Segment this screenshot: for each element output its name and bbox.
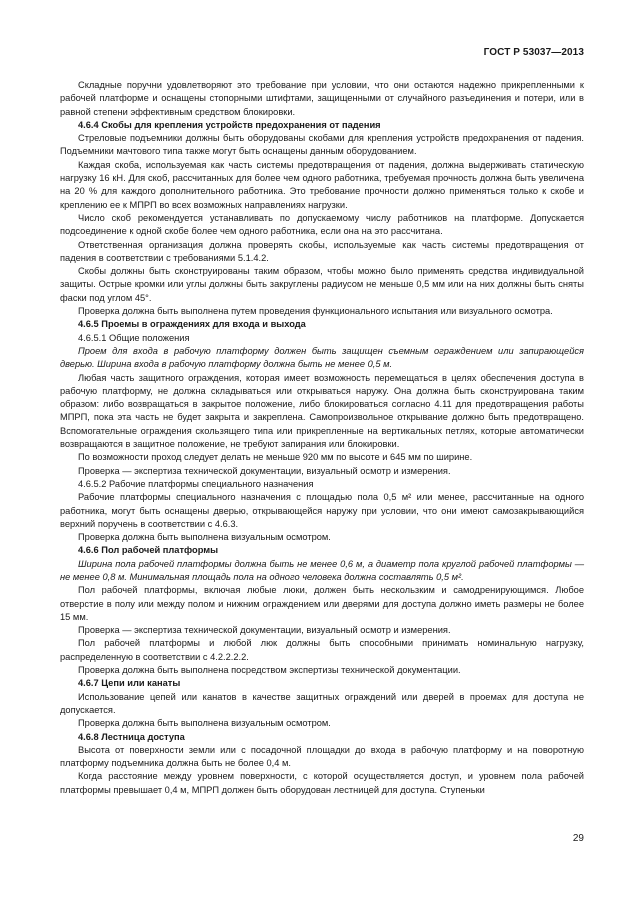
paragraph: Любая часть защитного ограждения, которая имеет возможность перемещаться в целях обеспечения доступа в рабочую платформу, не должна складываться или открываться наружу. Она должна быть сконструирована таким образом: либо возвращаться в закрытое положение, либо блокироваться согласно 4.11 для предотвращения работы МПРП, пока эта часть не будет закрыта и закреплена. Самопроизвольное открывание должно быть предотвращено. Вспомогательные ограждения скользящего типа или прикрепленные на вертикальных петлях, которые автоматически возвращаются в защитное положение, не требуют запирания или блокировки. xyxy=(60,372,584,450)
paragraph: Когда расстояние между уровнем поверхности, с которой осуществляется доступ, и уровнем пола рабочей платформы превышает 0,4 м, МПРП должен быть оборудован лестницей для доступа. Ступеньки xyxy=(60,771,584,795)
paragraph: Проверка — экспертиза технической документации, визуальный осмотр и измерения. xyxy=(78,465,451,476)
section-heading: 4.6.4 Скобы для крепления устройств предохранения от падения xyxy=(78,119,381,130)
section-heading: 4.6.7 Цепи или канаты xyxy=(78,678,181,689)
paragraph: Проверка должна быть выполнена визуальным осмотром. xyxy=(78,718,331,729)
paragraph: По возможности проход следует делать не меньше 920 мм по высоте и 645 мм по ширине. xyxy=(78,452,473,463)
paragraph: Число скоб рекомендуется устанавливать по допускаемому числу работников на платформе. Допускается подсоединение к одной скобе более чем одного работника, если она на это рассчитана. xyxy=(60,212,584,237)
paragraph: Каждая скоба, используемая как часть системы предотвращения от падения, должна выдерживать статическую нагрузку 16 кН. Для скоб, рассчитанных для более чем одного работника, требуемая прочность должна быть увеличена на 20 % для каждого дополнительного работника. Это требование прочности должно применяться только к скобе и креплению ее к МПРП во всех возможных направлениях нагрузки. xyxy=(60,159,584,210)
paragraph: Высота от поверхности земли или с посадочной площадки до входа в рабочую платформу и на поворотную платформу подъемника должна быть не более 0,4 м. xyxy=(60,744,584,769)
paragraph: Ширина пола рабочей платформы должна быть не менее 0,6 м, а диаметр пола круглой рабочей платформы — не менее 0,8 м. Минимальная площадь пола на одного человека должна составлять 0,5 м². xyxy=(60,558,584,582)
paragraph: Проверка — экспертиза технической документации, визуальный осмотр и измерения. xyxy=(78,625,451,636)
page-body xyxy=(60,79,584,797)
paragraph: Проверка должна быть выполнена посредством экспертизы технической документации. xyxy=(78,665,461,676)
paragraph: Проверка должна быть выполнена визуальным осмотром. xyxy=(78,532,331,543)
paragraph: Проем для входа в рабочую платформу должен быть защищен съемным ограждением или запирающейся дверью. Ширина входа в рабочую платформу должна быть не менее 0,5 м. xyxy=(60,345,584,370)
paragraph: Использование цепей или канатов в качестве защитных ограждений или дверей в проемах для доступа не допускается. xyxy=(60,691,584,715)
section-heading: 4.6.8 Лестница доступа xyxy=(78,731,185,742)
paragraph: Стреловые подъемники должны быть оборудованы скобами для крепления устройств предохранения от падения. Подъемники мачтового типа также могут быть оснащены данным оборудованием. xyxy=(60,133,584,157)
paragraph: Пол рабочей платформы и любой люк должны быть способными принимать номинальную нагрузку, распределенную в соответствии с 4.2.2.2.2. xyxy=(60,638,584,662)
section-heading: 4.6.5 Проемы в ограждениях для входа и выхода xyxy=(78,319,306,330)
paragraph: Рабочие платформы специального назначения с площадью пола 0,5 м² или менее, рассчитанные на одного работника, могут быть оснащены дверью, открывающейся наружу при условии, что они имеют самозакрывающийся верхний поручень в соответствии с 4.6.3. xyxy=(60,492,584,529)
paragraph: Пол рабочей платформы, включая любые люки, должен быть нескользким и самодренирующимся. Любое отверстие в полу или между полом и нижним ограждением или дверями для доступа должно иметь размеры не более 15 мм. xyxy=(60,585,584,622)
subsection-heading: 4.6.5.1 Общие положения xyxy=(78,332,190,343)
section-heading: 4.6.6 Пол рабочей платформы xyxy=(78,545,219,556)
subsection-heading: 4.6.5.2 Рабочие платформы специального назначения xyxy=(78,478,314,489)
paragraph: Проверка должна быть выполнена путем проведения функционального испытания или визуального осмотра. xyxy=(78,306,553,317)
page-number: 29 xyxy=(572,833,584,844)
document-header: ГОСТ Р 53037—2013 xyxy=(483,47,584,58)
paragraph: Складные поручни удовлетворяют это требование при условии, что они остаются надежно прикрепленными к рабочей платформе и оснащены стопорными штифтами, защищенными от случайного разъединения и потери, или в равной степени эффективным средством блокировки. xyxy=(60,80,584,117)
paragraph: Скобы должны быть сконструированы таким образом, чтобы можно было применять средства индивидуальной защиты. Острые кромки или углы должны быть закруглены радиусом не меньше 0,5 мм или на них должны быть сняты фаски под углом 45°. xyxy=(60,266,584,303)
paragraph: Ответственная организация должна проверять скобы, используемые как часть системы предотвращения от падения в соответствии с требованиями 5.1.4.2. xyxy=(60,239,584,263)
